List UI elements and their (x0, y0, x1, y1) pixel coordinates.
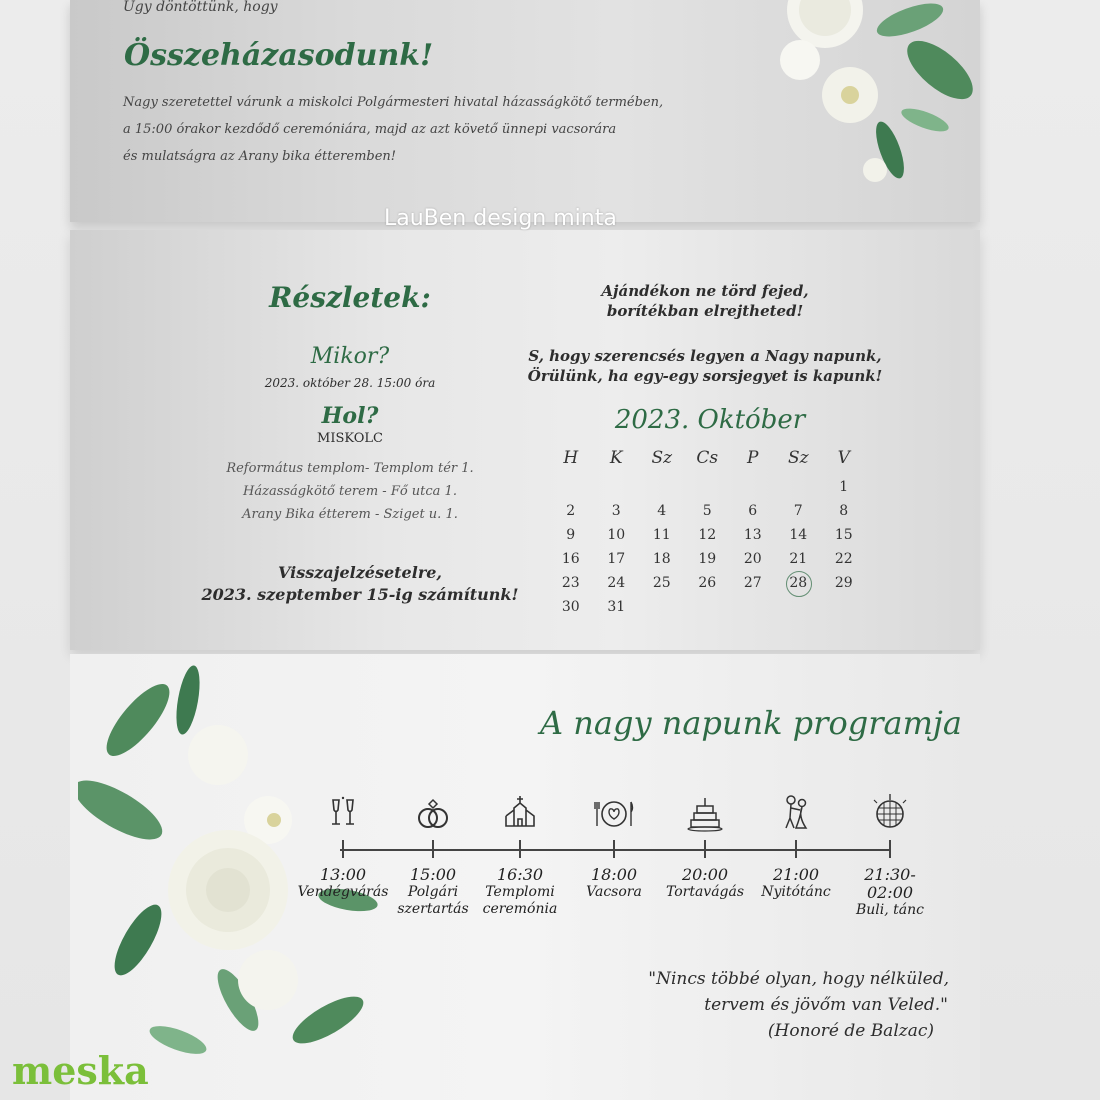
calendar-weekday: H (563, 448, 579, 468)
event-label: Tortavágás (665, 884, 745, 900)
calendar-day: 5 (702, 503, 712, 519)
quote-author: (Honoré de Balzac) (767, 1021, 934, 1041)
timeline-event (383, 866, 483, 918)
calendar-day: 25 (652, 575, 671, 591)
timeline-tick (889, 840, 891, 858)
when-value: 2023. október 28. 15:00 óra (264, 376, 436, 390)
venue-item: Arany Bika étterem - Sziget u. 1. (242, 507, 458, 522)
calendar-day: 31 (607, 599, 626, 615)
calendar-day: 27 (743, 575, 762, 591)
invite-line: Nagy szeretettel várunk a miskolci Polgármesteri hivatal házasságkötő termében, (123, 95, 664, 110)
calendar-day: 18 (652, 551, 671, 567)
event-label: Templomi ceremónia (482, 884, 558, 917)
lottery-line: Örülünk, ha egy-egy sorsjegyet is kapunk! (527, 367, 883, 385)
calendar-title: 2023. Október (614, 405, 806, 435)
gift-line: borítékban elrejtheted! (606, 302, 804, 320)
calendar-week-row (548, 499, 867, 523)
calendar-day: 6 (748, 503, 758, 519)
lottery-note (520, 346, 890, 386)
calendar-day: 9 (566, 527, 576, 543)
city: MISKOLC (317, 431, 383, 446)
calendar-week-row (548, 475, 867, 499)
calendar-weekday-row (548, 445, 867, 471)
quote (600, 966, 950, 1044)
timeline-event (293, 866, 393, 901)
event-time: 20:00 (681, 865, 729, 884)
calendar-day: 2 (566, 503, 576, 519)
timeline-event (840, 866, 940, 919)
champagne-glasses-icon (323, 794, 363, 834)
event-time: 15:00 (409, 865, 457, 884)
invite-line: és mulatságra az Arany bika étteremben! (123, 149, 397, 164)
venue-item: Házasságkötő terem - Fő utca 1. (243, 484, 457, 499)
timeline-event (564, 866, 664, 901)
calendar-weekday: P (747, 448, 759, 468)
invite-text (123, 89, 663, 170)
calendar-grid (548, 445, 867, 619)
event-time: 21:30- 02:00 (864, 865, 916, 902)
timeline-tick (795, 840, 797, 858)
rsvp-line: 2023. szeptember 15-ig számítunk! (201, 585, 519, 604)
calendar-weekday: Sz (787, 448, 809, 468)
venue-item: Református templom- Templom tér 1. (226, 461, 474, 476)
calendar-day: 11 (652, 527, 671, 543)
calendar-weekday: K (609, 448, 623, 468)
calendar-week-row (548, 547, 867, 571)
timeline-tick (342, 840, 344, 858)
event-label: Polgári szertartás (397, 884, 469, 917)
timeline-tick (519, 840, 521, 858)
calendar-day: 26 (698, 575, 717, 591)
gift-line: Ajándékon ne törd fejed, (601, 282, 809, 300)
calendar-day-highlighted (776, 575, 822, 591)
calendar-week-row (548, 571, 867, 595)
calendar-day: 30 (561, 599, 580, 615)
timeline-event (655, 866, 755, 901)
calendar-weekday: V (837, 448, 850, 468)
quote-line: "Nincs többé olyan, hogy nélküled, (648, 969, 949, 989)
timeline-line (340, 849, 890, 851)
calendar-day: 12 (698, 527, 717, 543)
event-label: Vacsora (586, 884, 642, 900)
calendar-day: 21 (789, 551, 808, 567)
heading: Összeházasodunk! (124, 38, 434, 73)
event-time: 16:30 (496, 865, 544, 884)
disco-ball-icon (870, 794, 910, 834)
wedding-rings-icon (413, 794, 453, 834)
calendar-day: 1 (839, 479, 849, 495)
event-time: 13:00 (319, 865, 367, 884)
church-icon (500, 794, 540, 834)
watermark: LauBen design minta (384, 206, 617, 231)
event-label: Nyitótánc (761, 884, 831, 900)
calendar-day: 16 (561, 551, 580, 567)
quote-line: tervem és jövőm van Veled." (704, 995, 948, 1015)
lottery-line: S, hogy szerencsés legyen a Nagy napunk, (528, 347, 882, 365)
timeline-tick (613, 840, 615, 858)
calendar-day: 19 (698, 551, 717, 567)
details-title: Részletek: (269, 281, 431, 314)
event-time: 18:00 (590, 865, 638, 884)
calendar-day: 20 (743, 551, 762, 567)
calendar-days (548, 475, 867, 619)
calendar-weekday: Sz (651, 448, 673, 468)
timeline-tick (704, 840, 706, 858)
calendar-day: 17 (607, 551, 626, 567)
calendar-day: 10 (607, 527, 626, 543)
brand-logo: meska (12, 1048, 149, 1093)
calendar-day: 14 (789, 527, 808, 543)
program-title: A nagy napunk programja (540, 704, 962, 742)
wedding-cake-icon (685, 794, 725, 834)
calendar-day: 8 (839, 503, 849, 519)
calendar-day: 3 (611, 503, 621, 519)
venue-list (200, 457, 500, 526)
calendar-day: 23 (561, 575, 580, 591)
dancing-couple-icon (776, 794, 816, 834)
calendar-day: 4 (657, 503, 667, 519)
calendar-day: 29 (834, 575, 853, 591)
calendar-week-row (548, 523, 867, 547)
where-label: Hol? (321, 403, 379, 429)
event-label: Buli, tánc (856, 902, 924, 918)
calendar-day: 13 (743, 527, 762, 543)
when-label: Mikor? (310, 344, 390, 369)
event-time: 21:00 (772, 865, 820, 884)
timeline-tick (432, 840, 434, 858)
floral-decoration-top-right (740, 0, 980, 220)
event-label: Vendégvárás (297, 884, 389, 900)
calendar-day: 22 (834, 551, 853, 567)
intro-text: Úgy döntöttünk, hogy (123, 0, 278, 15)
rsvp-note (180, 562, 540, 606)
gift-note (530, 281, 880, 321)
calendar-day: 15 (834, 527, 853, 543)
invite-line: a 15:00 órakor kezdődő ceremóniára, majd az azt követő ünnepi vacsorára (123, 122, 617, 137)
calendar-day-number: 28 (789, 575, 808, 591)
rsvp-line: Visszajelzésetelre, (277, 563, 442, 582)
calendar-week-row (548, 595, 867, 619)
calendar-weekday: Cs (696, 448, 719, 468)
dinner-plate-icon (594, 794, 634, 834)
timeline-event (470, 866, 570, 918)
calendar-day: 7 (793, 503, 803, 519)
calendar-day: 24 (607, 575, 626, 591)
timeline-event (746, 866, 846, 901)
